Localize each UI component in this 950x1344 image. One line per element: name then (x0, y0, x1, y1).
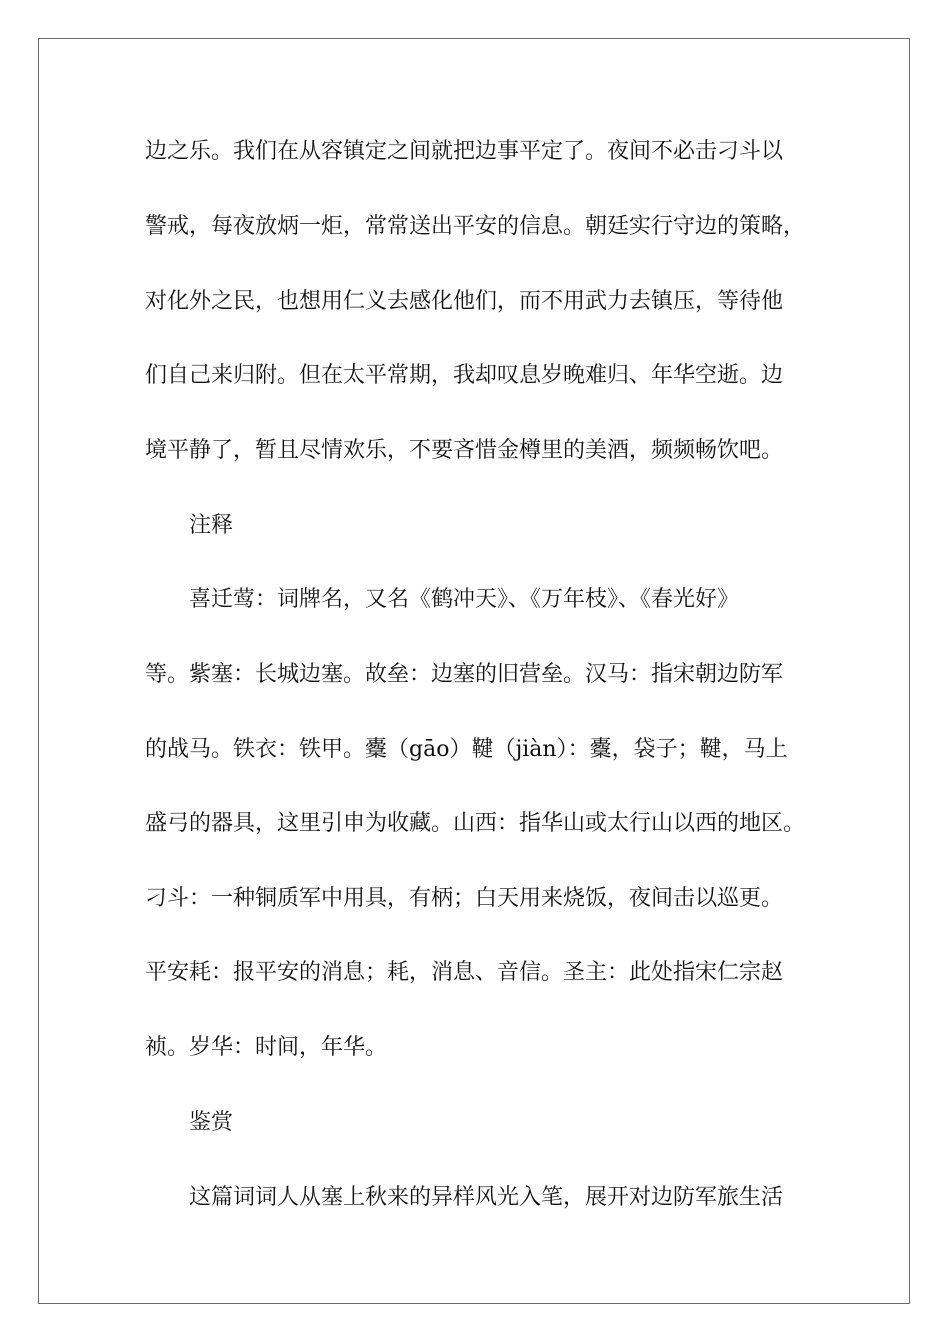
section-heading-appreciation: 鉴赏 (189, 1110, 234, 1135)
paragraph-line: 边之乐。我们在从容镇定之间就把边事平定了。夜间不必击刁斗以 (145, 139, 784, 164)
paragraph-line: 祯。岁华：时间，年华。 (145, 1035, 388, 1060)
paragraph-line: 对化外之民，也想用仁义去感化他们，而不用武力去镇压，等待他 (145, 289, 784, 314)
paragraph-line: 警戒，每夜放炳一炬，常常送出平安的信息。朝廷实行守边的策略， (145, 214, 806, 239)
paragraph-line: 盛弓的器具，这里引申为收藏。山西：指华山或太行山以西的地区。 (145, 811, 806, 836)
paragraph-line: 等。紫塞：长城边塞。故垒：边塞的旧营垒。汉马：指宋朝边防军 (145, 662, 784, 687)
paragraph-line: 刁斗：一种铜质军中用具，有柄；白天用来烧饭，夜间击以巡更。 (145, 886, 784, 911)
paragraph-line: 的战马。铁衣：铁甲。櫜（gāo）鞬（jiàn）：櫜，袋子；鞬，马上 (145, 737, 788, 762)
paragraph-line: 喜迁莺：词牌名，又名《鹤冲天》、《万年枝》、《春光好》 (189, 587, 740, 612)
section-heading-notes: 注释 (189, 513, 234, 538)
paragraph-line: 们自己来归附。但在太平常期，我却叹息岁晚难归、年华空逝。边 (145, 363, 784, 388)
paragraph-line: 平安耗：报平安的消息；耗，消息、音信。圣主：此处指宋仁宗赵 (145, 960, 784, 985)
paragraph-line: 这篇词词人从塞上秋来的异样风光入笔，展开对边防军旅生活 (189, 1185, 784, 1210)
paragraph-line: 境平静了，暂且尽情欢乐，不要吝惜金樽里的美酒，频频畅饮吧。 (145, 438, 784, 463)
